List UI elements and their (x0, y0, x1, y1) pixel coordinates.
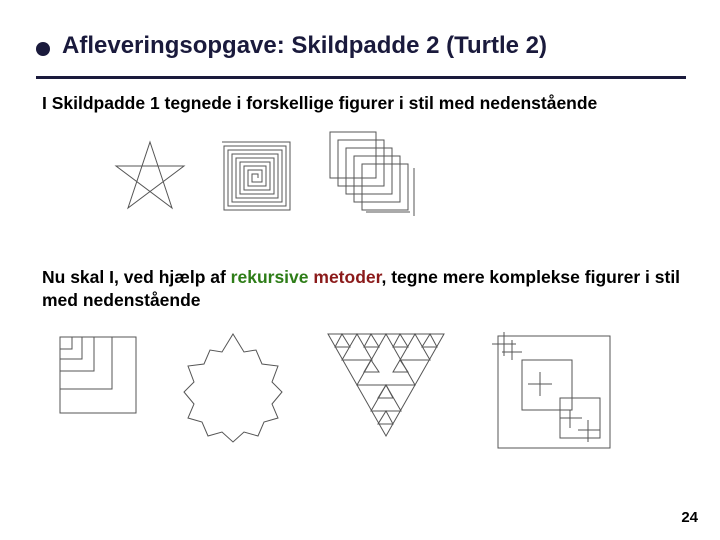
title-row (36, 26, 686, 74)
intro-text: I Skildpadde 1 tegnede i forskellige figurer i stil med nedenstående (42, 93, 598, 113)
page-number: 24 (681, 509, 698, 526)
keyword-metoder: metoder (313, 267, 382, 287)
nested-squares-figure (56, 335, 140, 415)
keyword-rekursive: rekursive (230, 267, 309, 287)
square-spiral-figure (220, 140, 296, 212)
task-paragraph (42, 266, 692, 312)
recursive-crosses-figure (490, 330, 612, 450)
slide-title: Afleveringsopgave: Skildpadde 2 (Turtle 2) (62, 32, 547, 59)
para-text-1: Nu skal I, ved hjælp af (42, 267, 231, 287)
title-rule (36, 76, 686, 79)
sierpinski-triangle-figure (326, 332, 446, 438)
star-figure (110, 140, 190, 212)
overlapping-squares-figure (326, 128, 420, 218)
para-text-2: , tegne mere komplekse figurer i stil med nedenstående (42, 267, 681, 310)
koch-snowflake-figure (178, 330, 288, 446)
bullet-icon (36, 42, 50, 56)
